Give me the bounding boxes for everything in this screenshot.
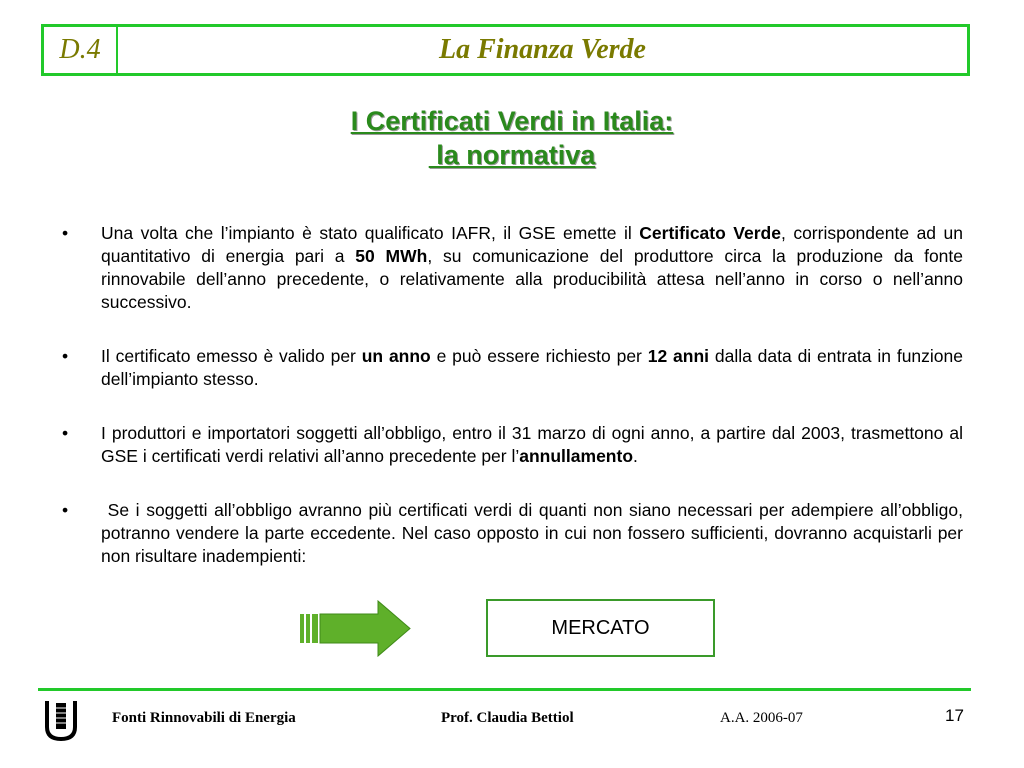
- bullet-text: I produttori e importatori soggetti all’obbligo, entro il 31 marzo di ogni anno, a partire dal 2003, trasmettono al GSE i certificati verdi relativi all’anno precedente per l’: [101, 423, 968, 466]
- bullet-bold-text: annullamento: [519, 446, 634, 466]
- arrow-right-icon: [298, 600, 412, 657]
- bullet-text: , corrispondente ad un quantitativo di energia pari a: [101, 223, 968, 266]
- bullet-text: Il certificato emesso è valido per: [101, 346, 362, 366]
- bullet-icon: •: [62, 346, 69, 366]
- bullet-item: [62, 499, 968, 568]
- bullet-icon: •: [62, 223, 69, 243]
- slide-title-line1: I Certificati Verdi in Italia:: [350, 106, 674, 136]
- bullet-text: Una volta che l’impianto è stato qualificato IAFR, il GSE emette il: [101, 223, 640, 243]
- market-box: MERCATO: [486, 599, 715, 657]
- header-box: [41, 24, 970, 76]
- footer-divider: [38, 688, 971, 691]
- university-logo-icon: [44, 699, 78, 741]
- bullet-item: [62, 345, 968, 391]
- footer-year: A.A. 2006-07: [720, 710, 803, 726]
- bullet-item: [62, 222, 968, 314]
- bullet-bold-text: 12 anni: [647, 346, 710, 366]
- footer-professor: Prof. Claudia Bettiol: [441, 710, 574, 726]
- section-code: D.4: [44, 27, 118, 73]
- page-number: 17: [945, 706, 964, 725]
- bullet-text: dalla data di entrata in funzione dell’impianto stesso.: [101, 346, 968, 389]
- bullet-bold-text: un anno: [361, 346, 431, 366]
- bullet-item: [62, 422, 968, 468]
- bullet-icon: •: [62, 500, 69, 520]
- bullet-text: e può essere richiesto per: [430, 346, 648, 366]
- slide-title-line2: la normativa: [428, 140, 596, 170]
- header-title: La Finanza Verde: [439, 34, 646, 65]
- bullet-text: Se i soggetti all’obbligo avranno più certificati verdi di quanti non siano necessari per adempiere all’obbligo, potranno vendere la parte eccedente. Nel caso opposto in cui non fossero sufficienti, dovranno acquistarli per non risultare inadempienti:: [101, 500, 968, 566]
- bullet-text: , su comunicazione del produttore circa la produzione da fonte rinnovabile dell’anno precedente, o relativamente alla producibilità attesa nell’anno in corso o nell’anno successivo.: [101, 246, 968, 312]
- footer-course: Fonti Rinnovabili di Energia: [112, 710, 296, 726]
- bullet-bold-text: Certificato Verde: [639, 223, 781, 243]
- bullet-list: [62, 222, 968, 599]
- bullet-icon: •: [62, 423, 69, 443]
- slide-title: [0, 104, 1024, 172]
- bullet-bold-text: 50 MWh: [355, 246, 428, 266]
- bullet-text: .: [633, 446, 638, 466]
